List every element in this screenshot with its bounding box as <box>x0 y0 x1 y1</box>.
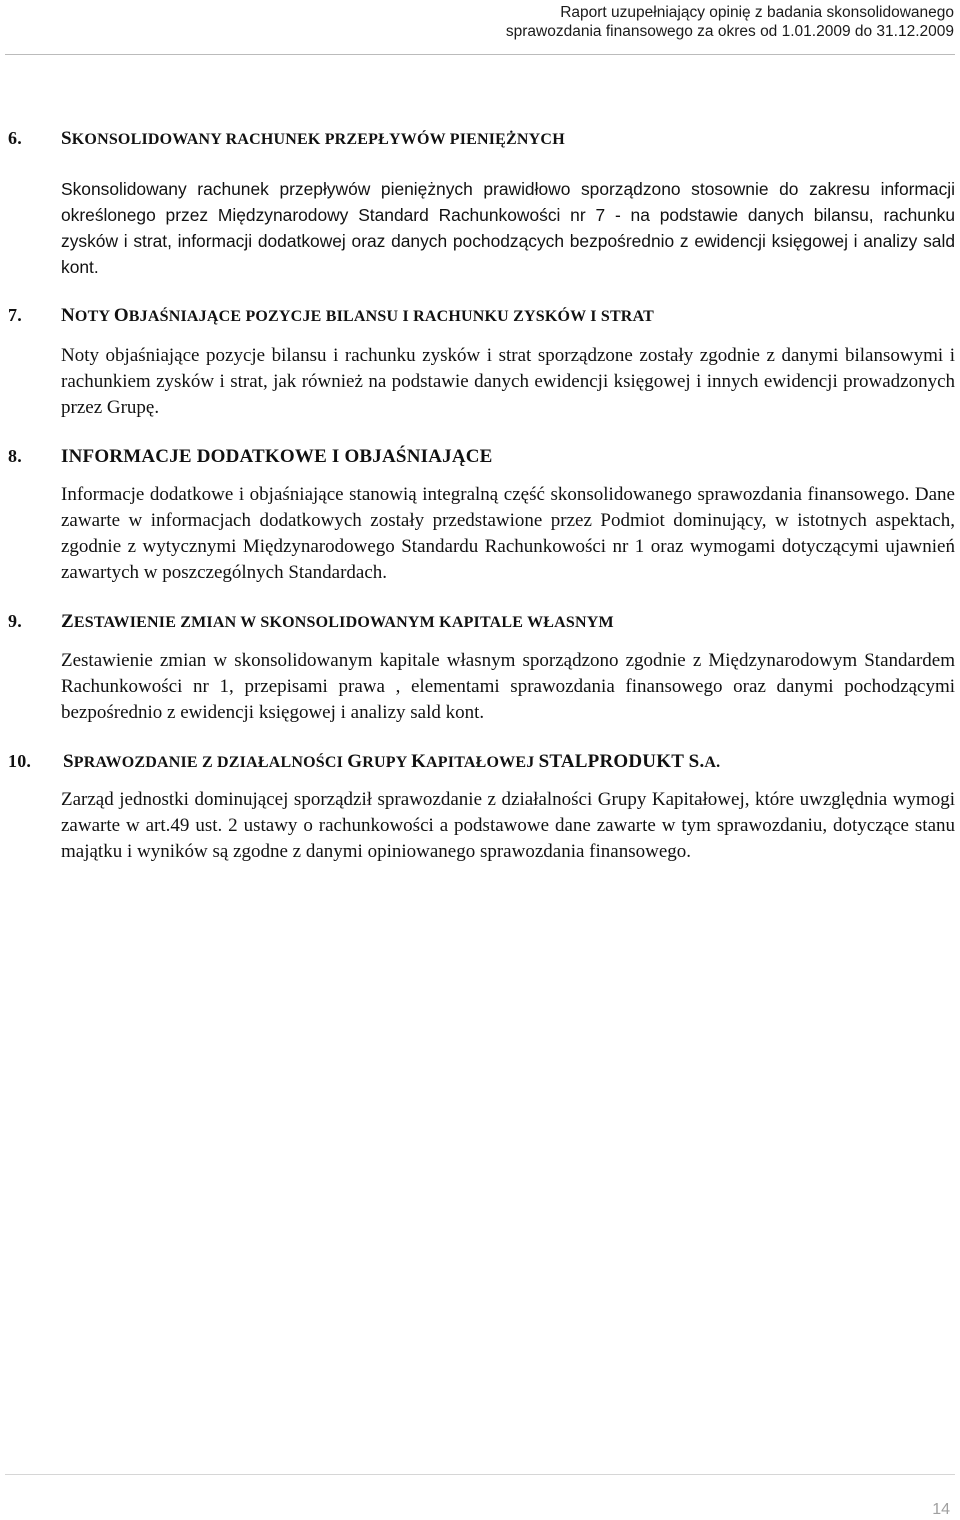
section-number: 7. <box>8 305 22 325</box>
section-number: 6. <box>8 128 22 148</box>
section-7-heading: 7. NOTY OBJAŚNIAJĄCE POZYCJE BILANSU I RACHUNKU ZYSKÓW I STRAT <box>8 305 655 326</box>
header-line-2: sprawozdania finansowego za okres od 1.01.2009 do 31.12.2009 <box>505 23 954 40</box>
page-number: 14 <box>932 1501 950 1518</box>
section-10-body: Zarząd jednostki dominującej sporządził sprawozdanie z działalności Grupy Kapitałowej, które uwzględnia wymogi zawarte w art.49 ust. 2 ustawy o rachunkowości a podstawowe dane zawarte w tym sprawozdaniu, dotyczące stanu majątku i wyników są zgodne z danymi opiniowanego sprawozdania finansowego. <box>61 789 955 862</box>
section-6-heading: 6. SKONSOLIDOWANY RACHUNEK PRZEPŁYWÓW PIENIĘŻNYCH <box>8 128 565 149</box>
header-rule <box>5 54 955 55</box>
section-number: 8. <box>8 446 22 466</box>
section-10-heading: 10. SPRAWOZDANIE Z DZIAŁALNOŚCI GRUPY KAPITAŁOWEJ STALPRODUKT S.A. <box>8 751 721 772</box>
footer-rule <box>5 1474 955 1475</box>
section-9-body: Zestawienie zmian w skonsolidowanym kapitale własnym sporządzono zgodnie z Międzynarodowym Standardem Rachunkowości nr 1, przepisami prawa , elementami sprawozdania finansowego oraz danymi pochodzącymi bezpośrednio z ewidencji księgowej i analizy sald kont. <box>61 650 955 723</box>
header-line-1: Raport uzupełniający opinię z badania skonsolidowanego <box>560 4 954 21</box>
section-number: 9. <box>8 611 22 631</box>
section-6-body: Skonsolidowany rachunek przepływów pieniężnych prawidłowo sporządzono stosownie do zakresu informacji określonego przez Międzynarodowy Standard Rachunkowości nr 7 - na podstawie danych bilansu, rachunku zysków i strat, informacji dodatkowej oraz danych pochodzących bezpośrednio z ewidencji księgowej i analizy sald kont. <box>61 179 955 277</box>
section-8-body: Informacje dodatkowe i objaśniające stanowią integralną część skonsolidowanego sprawozdania finansowego. Dane zawarte w informacjach dodatkowych zostały przedstawione przez Podmiot dominujący, w istotnych aspektach, zgodnie z wytycznymi Międzynarodowego Standardu Rachunkowości nr 1 oraz wymogami dotyczącymi ujawnień zawartych w poszczególnych Standardach. <box>61 484 955 583</box>
section-7-body: Noty objaśniające pozycje bilansu i rachunku zysków i strat sporządzone zostały zgodnie z danymi bilansowymi i rachunkiem zysków i strat, jak również na podstawie danych ewidencji księgowej i innych ewidencji prowadzonych przez Grupę. <box>61 345 955 418</box>
section-number: 10. <box>8 751 32 771</box>
running-header <box>506 3 954 41</box>
section-8-heading: 8. INFORMACJE DODATKOWE I OBJAŚNIAJĄCE <box>8 446 493 467</box>
section-9-heading: 9. ZESTAWIENIE ZMIAN W SKONSOLIDOWANYM KAPITALE WŁASNYM <box>8 611 614 632</box>
